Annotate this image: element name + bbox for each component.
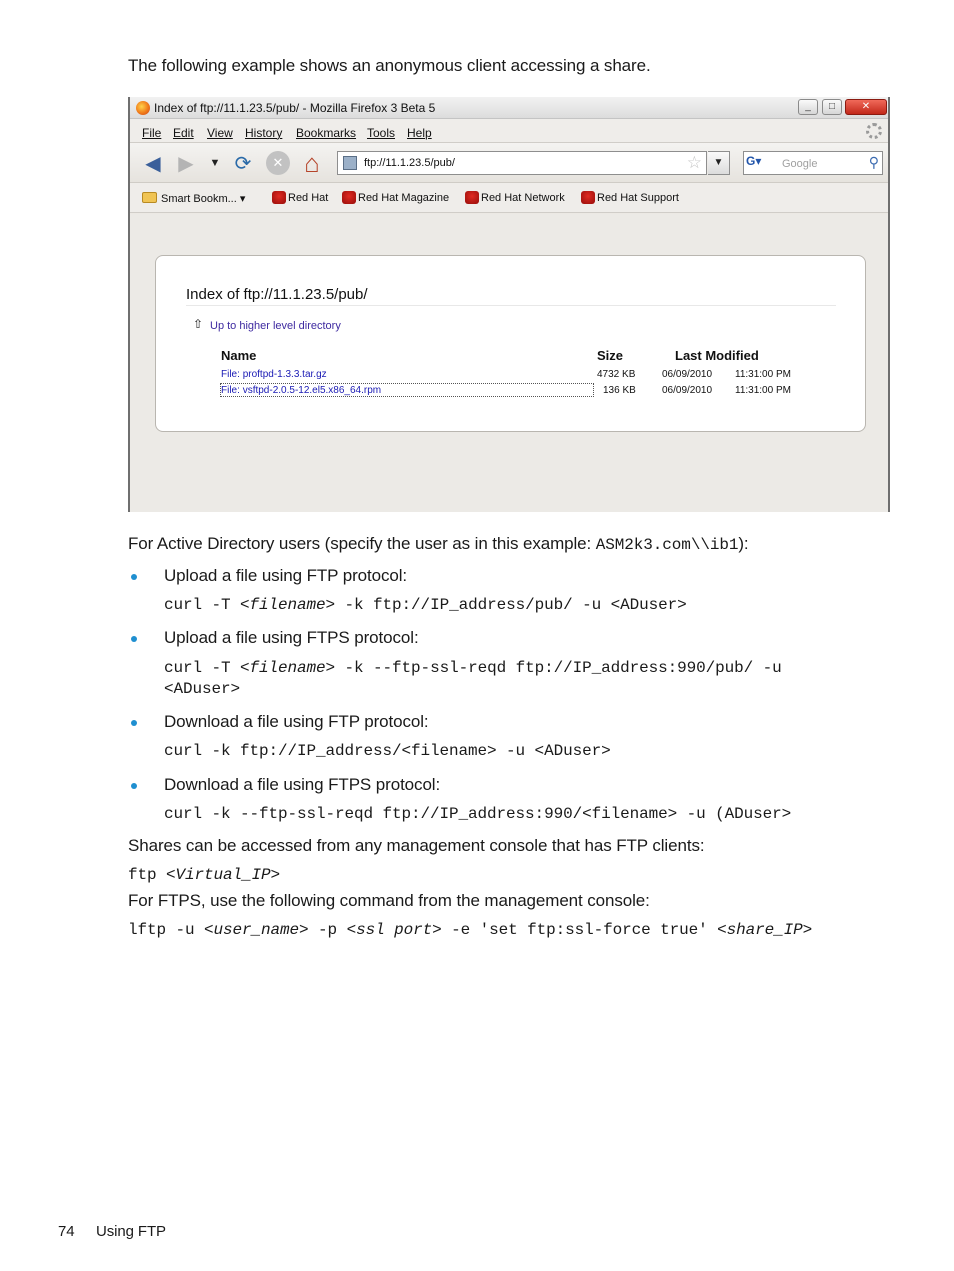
firefox-icon <box>136 101 150 115</box>
window-titlebar <box>130 97 888 119</box>
file-time: 11:31:00 PM <box>735 369 791 380</box>
page-number: 74 <box>58 1223 75 1240</box>
file-size: 136 KB <box>603 385 636 396</box>
file-link[interactable]: File: vsftpd-2.0.5-12.el5.x86_64.rpm <box>221 385 382 396</box>
stop-icon[interactable]: ✕ <box>266 151 290 175</box>
up-arrow-icon[interactable]: ⇧ <box>193 317 204 331</box>
bookmark-redhat[interactable]: Red Hat <box>288 192 329 204</box>
close-button[interactable]: ✕ <box>845 99 887 115</box>
home-icon[interactable]: ⌂ <box>304 147 320 178</box>
url-bar[interactable] <box>337 151 707 175</box>
search-input[interactable]: Google <box>782 158 818 170</box>
listing-title: Index of ftp://11.1.23.5/pub/ <box>186 286 368 303</box>
menu-edit[interactable]: Edit <box>173 126 194 140</box>
file-time: 11:31:00 PM <box>735 385 791 396</box>
bookmark-redhat-network[interactable]: Red Hat Network <box>481 192 565 204</box>
ad-example: ASM2k3.com\\ib1 <box>595 536 739 554</box>
directory-listing <box>155 255 866 432</box>
redhat-icon <box>581 191 595 204</box>
search-engine-icon[interactable]: G▾ <box>746 154 762 168</box>
menu-help[interactable]: Help <box>407 126 432 140</box>
menu-history[interactable]: History <box>245 126 283 140</box>
bullet-icon <box>131 574 137 580</box>
search-icon[interactable]: ⚲ <box>868 154 879 170</box>
file-size: 4732 KB <box>597 369 636 380</box>
maximize-button[interactable]: □ <box>822 99 842 115</box>
item-label: Upload a file using FTP protocol: <box>164 566 408 585</box>
item-label: Download a file using FTPS protocol: <box>164 775 441 794</box>
column-header-modified[interactable]: Last Modified <box>675 348 759 363</box>
bookmark-redhat-support[interactable]: Red Hat Support <box>597 192 679 204</box>
bookmark-redhat-magazine[interactable]: Red Hat Magazine <box>358 192 450 204</box>
file-date: 06/09/2010 <box>662 385 713 396</box>
ad-tail: ): <box>738 534 749 553</box>
file-date: 06/09/2010 <box>662 369 713 380</box>
ftps-text: For FTPS, use the following command from the management console: <box>128 891 650 910</box>
column-header-name[interactable]: Name <box>221 348 257 363</box>
redhat-icon <box>272 191 286 204</box>
bookmarks-toolbar <box>130 183 888 213</box>
search-bar[interactable] <box>743 151 883 175</box>
navigation-toolbar <box>130 143 888 183</box>
menu-tools[interactable]: Tools <box>367 126 396 140</box>
footer-title: Using FTP <box>96 1223 166 1240</box>
throbber-icon <box>866 123 882 139</box>
menu-bookmarks[interactable]: Bookmarks <box>296 126 357 140</box>
url-dropdown-button[interactable]: ▼ <box>708 151 730 175</box>
ftp-command: ftp <Virtual_IP> <box>128 866 281 884</box>
command-line-cont: <ADuser> <box>164 680 241 698</box>
ad-lead: For Active Directory users (specify the user as in this example: <box>128 534 596 553</box>
command-line: curl -k ftp://IP_address/<filename> -u <ADuser> <box>164 742 611 760</box>
browser-screenshot <box>128 97 890 512</box>
menu-file[interactable]: File <box>142 126 162 140</box>
up-directory-link[interactable]: Up to higher level directory <box>210 320 341 332</box>
redhat-icon <box>465 191 479 204</box>
item-label: Download a file using FTP protocol: <box>164 712 429 731</box>
item-label: Upload a file using FTPS protocol: <box>164 628 419 647</box>
page-content <box>130 214 888 512</box>
shares-text: Shares can be accessed from any management console that has FTP clients: <box>128 836 705 855</box>
intro-text: The following example shows an anonymous client accessing a share. <box>128 56 651 75</box>
ad-paragraph <box>128 534 749 554</box>
bookmark-star-icon[interactable]: ☆ <box>686 153 702 172</box>
minimize-button[interactable]: _ <box>798 99 818 115</box>
menu-view[interactable]: View <box>207 126 233 140</box>
bullet-icon <box>131 636 137 642</box>
command-line: curl -k --ftp-ssl-reqd ftp://IP_address:990/<filename> -u (ADuser> <box>164 805 792 823</box>
url-text[interactable]: ftp://11.1.23.5/pub/ <box>364 157 455 169</box>
window-title: Index of ftp://11.1.23.5/pub/ - Mozilla Firefox 3 Beta 5 <box>154 101 436 115</box>
forward-icon[interactable]: ▶ <box>178 152 194 175</box>
lftp-command: lftp -u <user_name> -p <ssl port> -e 'set ftp:ssl-force true' <share_IP> <box>128 921 813 939</box>
bullet-icon <box>131 783 137 789</box>
file-link[interactable]: File: proftpd-1.3.3.tar.gz <box>221 369 327 380</box>
redhat-icon <box>342 191 356 204</box>
folder-icon <box>142 192 157 203</box>
divider <box>186 305 836 306</box>
bullet-icon <box>131 720 137 726</box>
history-dropdown-icon[interactable]: ▼ <box>209 157 221 169</box>
back-icon[interactable]: ◀ <box>145 152 161 175</box>
command-line: curl -T <filename> -k ftp://IP_address/pub/ -u <ADuser> <box>164 596 687 614</box>
bookmark-smart[interactable]: Smart Bookm... ▾ <box>161 193 246 205</box>
column-header-size[interactable]: Size <box>597 348 624 363</box>
site-favicon <box>343 156 357 170</box>
command-line: curl -T <filename> -k --ftp-ssl-reqd ftp://IP_address:990/pub/ -u <box>164 659 782 677</box>
reload-icon[interactable]: ⟳ <box>234 152 252 175</box>
menu-bar <box>130 119 888 143</box>
